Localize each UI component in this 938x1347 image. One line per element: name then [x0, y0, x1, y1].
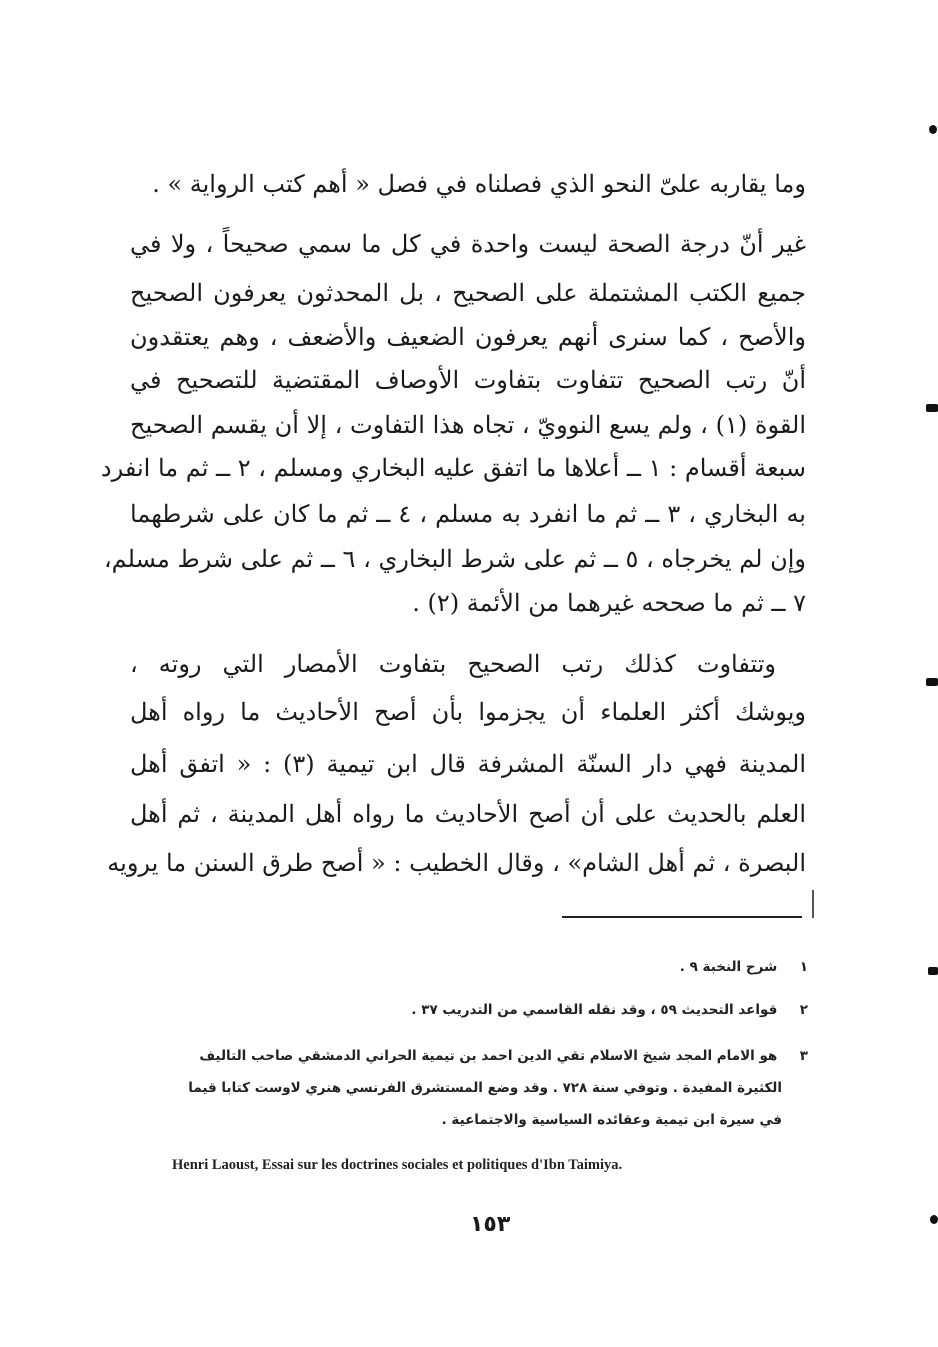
footnote-2	[411, 1004, 808, 1018]
text-line: وتتفاوت كذلك رتب الصحيح بتفاوت الأمصار التي روته ،	[130, 650, 776, 678]
page-number: ١٥٣	[470, 1212, 511, 1237]
text-line: وإن لم يخرجاه ، ٥ ــ ثم على شرط البخاري ، ٦ ــ ثم على شرط مسلم،	[103, 545, 806, 573]
footnote-number: ٢	[799, 1002, 808, 1018]
footnote-text: هو الامام المجد شيخ الاسلام تقي الدين احمد بن تيمية الحراني الدمشقي صاحب التاليف	[199, 1048, 778, 1064]
text-line: والأصح ، كما سنرى أنهم يعرفون الضعيف والأضعف ، وهم يعتقدون	[130, 323, 806, 351]
scan-edge-mark	[930, 1215, 938, 1224]
text-line: ويوشك أكثر العلماء أن يجزموا بأن أصح الأحاديث ما رواه أهل	[130, 698, 806, 726]
footnote-separator	[562, 916, 802, 918]
text-line: أنّ رتب الصحيح تتفاوت بتفاوت الأوصاف المقتضية للتصحيح في	[130, 366, 806, 394]
footnote-3	[199, 1050, 808, 1064]
scan-edge-mark	[926, 678, 938, 686]
footnote-number: ١	[799, 959, 808, 975]
margin-mark	[812, 890, 814, 918]
scan-edge-mark	[926, 404, 938, 412]
footnote-text: شرح النخبة ٩ .	[679, 959, 778, 975]
text-line: البصرة ، ثم أهل الشام» ، وقال الخطيب : « أصح طرق السنن ما يرويه	[107, 849, 806, 877]
text-line: غير أنّ درجة الصحة ليست واحدة في كل ما سمي صحيحاً ، ولا في	[130, 230, 806, 258]
text-line: سبعة أقسام : ١ ــ أعلاها ما اتفق عليه البخاري ومسلم ، ٢ ــ ثم ما انفرد	[100, 454, 806, 482]
footnote-text: قواعد التحديث ٥٩ ، وقد نقله القاسمي من التدريب ٣٧ .	[411, 1002, 778, 1018]
scan-edge-mark	[929, 125, 937, 134]
text-line: العلم بالحديث على أن أصح الأحاديث ما رواه أهل المدينة ، ثم أهل	[130, 800, 806, 828]
text-line: وما يقاربه علىّ النحو الذي فصلناه في فصل « أهم كتب الرواية » .	[152, 170, 806, 198]
footnote-number: ٣	[799, 1048, 808, 1064]
text-line: جميع الكتب المشتملة على الصحيح ، بل المحدثون يعرفون الصحيح	[130, 279, 806, 307]
footnote-1	[680, 961, 808, 975]
text-line: القوة (١) ، ولم يسع النوويّ ، تجاه هذا التفاوت ، إلا أن يقسم الصحيح	[130, 411, 806, 439]
footnote-3-continuation: في سيرة ابن تيمية وعقائده السياسية والاجتماعية .	[441, 1112, 782, 1128]
text-line: المدينة فهي دار السنّة المشرفة قال ابن تيمية (٣) : « اتفق أهل	[130, 750, 807, 778]
text-line: به البخاري ، ٣ ــ ثم ما انفرد به مسلم ، ٤ ــ ثم ما كان على شرطهما	[130, 500, 806, 528]
footnote-3-continuation: الكثيرة المفيدة . وتوفي سنة ٧٢٨ . وقد وضع المستشرق الفرنسي هنري لاوست كتابا قيما	[188, 1080, 782, 1096]
text-line: ٧ ــ ثم ما صححه غيرهما من الأئمة (٢) .	[412, 589, 806, 617]
bibliography-reference: Henri Laoust, Essai sur les doctrines sociales et politiques d'Ibn Taimiya.	[172, 1157, 623, 1173]
scan-edge-mark	[928, 967, 938, 975]
